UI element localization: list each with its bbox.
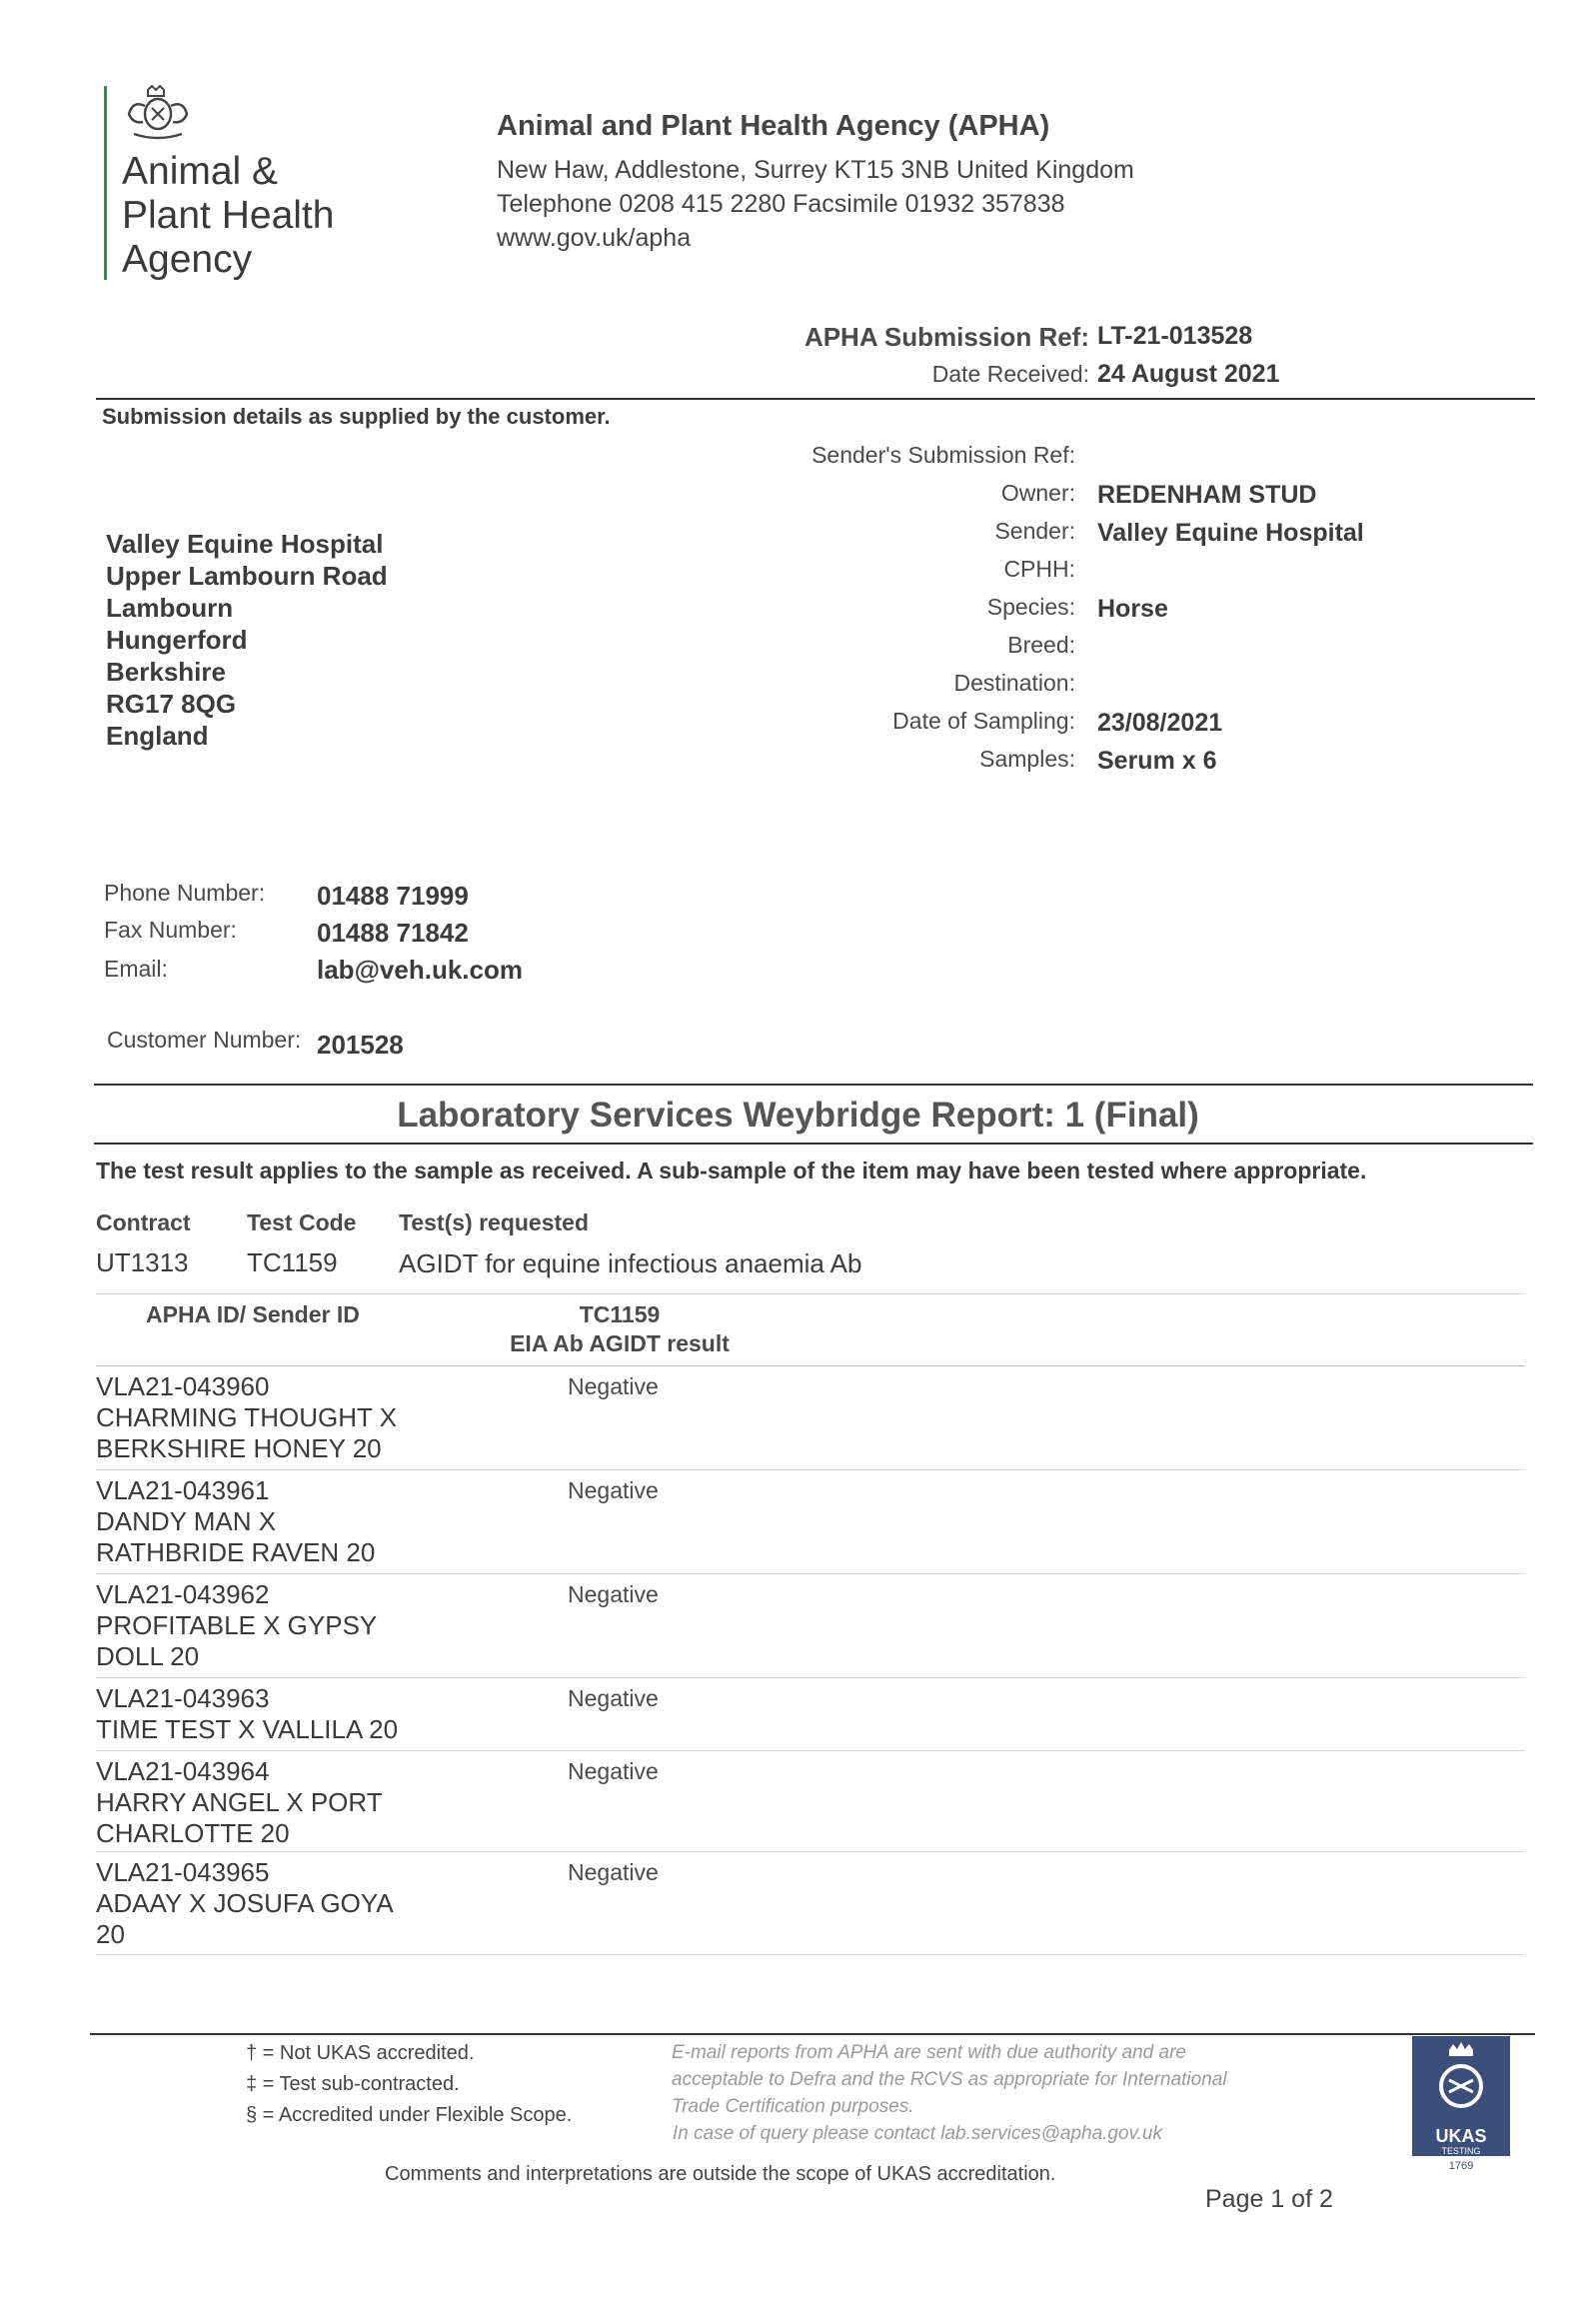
samples-value: Serum x 6 (1097, 747, 1217, 775)
test-requested-value: AGIDT for equine infectious anaemia Ab (399, 1248, 862, 1278)
agency-logo-wordmark (122, 150, 334, 282)
row-divider (96, 1573, 1525, 1574)
submission-ref-value: LT-21-013528 (1097, 322, 1253, 350)
report-bottom-divider (94, 1143, 1533, 1145)
results-test-name-header: EIA Ab AGIDT result (510, 1330, 730, 1356)
phone-label: Phone Number: (104, 880, 266, 906)
ukas-badge (1412, 2036, 1510, 2156)
legend-flexible-scope: § = Accredited under Flexible Scope. (246, 2104, 573, 2126)
sender-address (106, 528, 388, 752)
results-id-header: APHA ID/ Sender ID (146, 1301, 360, 1327)
agency-website[interactable]: www.gov.uk/apha (497, 224, 692, 252)
result-value: Negative (568, 1685, 659, 1711)
result-value: Negative (568, 1373, 659, 1399)
sample-name: DANDY MAN X (96, 1506, 277, 1536)
tests-requested-header: Test(s) requested (399, 1209, 590, 1235)
footer-divider (90, 2033, 1535, 2035)
contract-header: Contract (96, 1209, 191, 1235)
address-line: Upper Lambourn Road (106, 561, 388, 591)
email-notice (672, 2039, 1227, 2120)
result-value: Negative (568, 1859, 659, 1885)
customer-supplied-note: Submission details as supplied by the customer. (102, 404, 611, 429)
table-row (96, 1475, 375, 1568)
address-line: Hungerford (106, 625, 248, 655)
results-test-code-header: TC1159 (579, 1301, 661, 1327)
customer-number-label: Customer Number: (107, 1027, 302, 1053)
email-notice-line: acceptable to Defra and the RCVS as appropriate for International (672, 2069, 1227, 2090)
date-received-value: 24 August 2021 (1097, 360, 1280, 388)
owner-value: REDENHAM STUD (1097, 481, 1317, 509)
detail-label: Destination: (953, 670, 1075, 696)
sample-name: ADAAY X JOSUFA GOYA (96, 1888, 394, 1918)
sample-name: RATHBRIDE RAVEN 20 (96, 1537, 376, 1567)
email-value[interactable]: lab@veh.uk.com (317, 955, 523, 985)
table-row (96, 1857, 394, 1950)
divider (96, 1365, 1525, 1366)
row-divider (96, 1851, 1525, 1852)
legend-not-ukas: † = Not UKAS accredited. (246, 2042, 475, 2064)
detail-label: Sender's Submission Ref: (811, 442, 1075, 468)
sample-name: 20 (96, 1919, 125, 1949)
report-top-divider (94, 1084, 1533, 1086)
email-notice-line: E-mail reports from APHA are sent with due authority and are (672, 2042, 1186, 2063)
address-line: RG17 8QG (106, 689, 237, 719)
agency-name: Animal and Plant Health Agency (APHA) (497, 110, 1050, 142)
result-value: Negative (568, 1477, 659, 1503)
ukas-crown-icon (1412, 2036, 1510, 2122)
species-value: Horse (1097, 595, 1168, 623)
sample-id: VLA21-043961 (96, 1475, 270, 1505)
detail-label: Sender: (994, 518, 1075, 544)
ukas-comments: Comments and interpretations are outside the scope of UKAS accreditation. (385, 2163, 1056, 2185)
sample-id: VLA21-043965 (96, 1857, 270, 1887)
agency-address: New Haw, Addlestone, Surrey KT15 3NB United Kingdom (497, 156, 1134, 184)
row-divider (96, 1954, 1525, 1955)
sender-value: Valley Equine Hospital (1097, 519, 1364, 547)
fax-value: 01488 71842 (317, 918, 469, 948)
row-divider (96, 1469, 1525, 1470)
row-divider (96, 1677, 1525, 1678)
header-divider (96, 398, 1535, 400)
ukas-label: UKAS (1435, 2126, 1487, 2146)
royal-crest-icon (122, 84, 194, 142)
sample-id: VLA21-043963 (96, 1683, 270, 1713)
sample-name: TIME TEST X VALLILA 20 (96, 1714, 399, 1744)
legend-subcontracted: ‡ = Test sub-contracted. (246, 2073, 460, 2095)
logo-line: Plant Health (122, 194, 335, 237)
address-line: Valley Equine Hospital (106, 529, 384, 559)
phone-value: 01488 71999 (317, 881, 469, 911)
row-divider (96, 1750, 1525, 1751)
footer-legend (246, 2038, 572, 2131)
sample-id: VLA21-043960 (96, 1371, 270, 1401)
table-row (96, 1371, 397, 1464)
sample-name: DOLL 20 (96, 1641, 200, 1671)
table-row (96, 1756, 383, 1849)
logo-line: Animal & (122, 150, 279, 193)
table-row (96, 1683, 398, 1745)
table-row (96, 1579, 377, 1672)
detail-label: Date of Sampling: (892, 708, 1075, 734)
sampling-date-value: 23/08/2021 (1097, 709, 1223, 737)
ukas-sub: TESTING (1441, 2146, 1481, 2156)
customer-number-value: 201528 (317, 1030, 404, 1060)
contract-value: UT1313 (96, 1247, 189, 1277)
email-notice-line: Trade Certification purposes. (672, 2096, 914, 2117)
sample-name: HARRY ANGEL X PORT (96, 1787, 383, 1817)
logo-accent-bar (104, 86, 107, 280)
detail-label: CPHH: (1003, 556, 1075, 582)
query-contact: In case of query please contact lab.services@apha.gov.uk (673, 2123, 1162, 2144)
logo-line: Agency (122, 238, 253, 281)
submission-ref-label: APHA Submission Ref: (803, 322, 1089, 352)
sample-name: CHARLOTTE 20 (96, 1818, 290, 1848)
ukas-number: 1769 (1448, 2160, 1474, 2172)
page-number: Page 1 of 2 (1205, 2185, 1333, 2213)
address-line: Lambourn (106, 593, 234, 623)
detail-label: Owner: (1000, 480, 1075, 506)
detail-label: Species: (986, 594, 1075, 620)
date-received-label: Date Received: (931, 361, 1089, 387)
detail-label: Samples: (979, 746, 1075, 772)
agency-telephone: Telephone 0208 415 2280 Facsimile 01932 357838 (497, 190, 1065, 218)
test-code-value: TC1159 (247, 1247, 338, 1277)
sample-name: CHARMING THOUGHT X (96, 1402, 397, 1432)
address-line: Berkshire (106, 657, 226, 687)
test-code-header: Test Code (247, 1209, 357, 1235)
detail-label: Breed: (1007, 632, 1075, 658)
divider (96, 1293, 1525, 1294)
result-value: Negative (568, 1581, 659, 1607)
address-line: England (106, 721, 209, 751)
result-value: Negative (568, 1758, 659, 1784)
sample-name: PROFITABLE X GYPSY (96, 1610, 378, 1640)
sample-name: BERKSHIRE HONEY 20 (96, 1433, 382, 1463)
sample-id: VLA21-043962 (96, 1579, 270, 1609)
report-title: Laboratory Services Weybridge Report: 1 (Final) (397, 1096, 1199, 1135)
sample-id: VLA21-043964 (96, 1756, 270, 1786)
fax-label: Fax Number: (104, 917, 237, 943)
email-label: Email: (104, 956, 168, 982)
report-note: The test result applies to the sample as received. A sub-sample of the item may have been tested where appropriate. (96, 1157, 1367, 1183)
